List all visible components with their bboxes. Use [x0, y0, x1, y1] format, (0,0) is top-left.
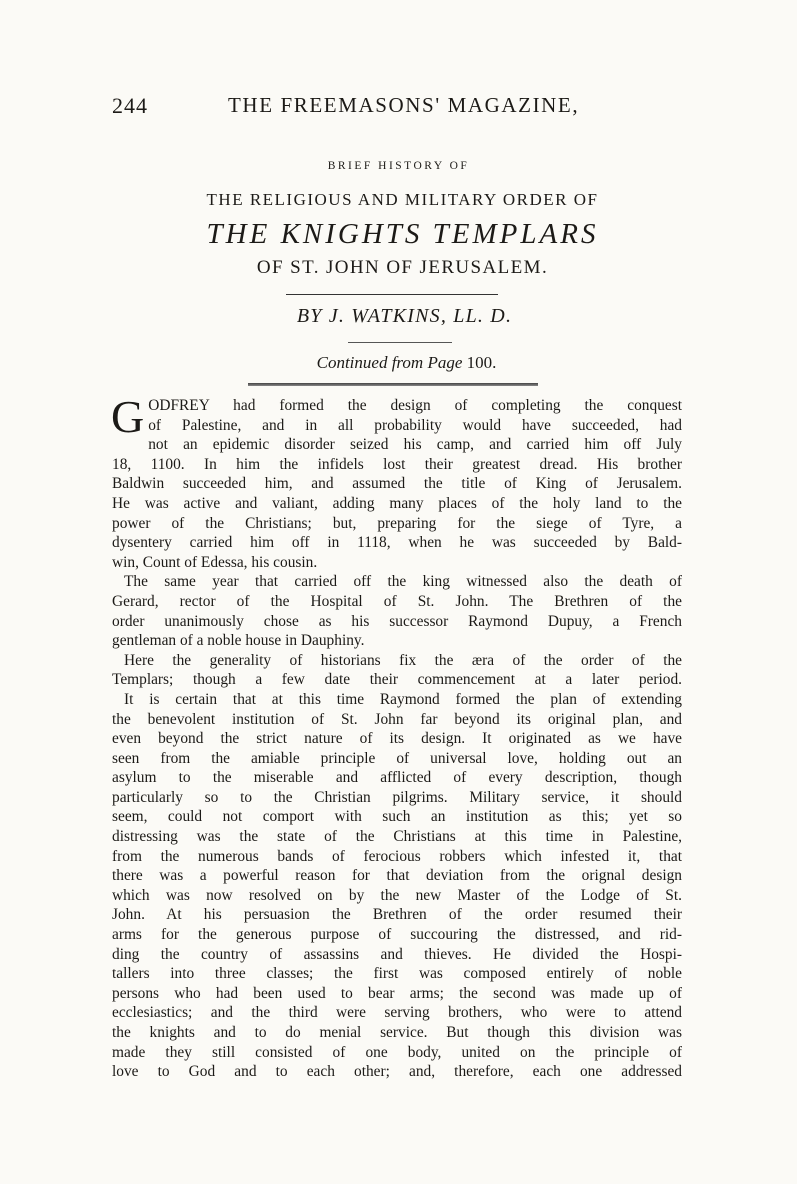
text-line: He was active and valiant, adding many places of the holy land to the: [112, 494, 682, 512]
section-rule: [248, 383, 538, 386]
page-number: 244: [112, 93, 148, 118]
text-line: power of the Christians; but, preparing for the siege of Tyre, a: [112, 514, 682, 532]
text-line: ecclesiastics; and the third were serving brothers, who were to attend: [112, 1004, 682, 1022]
text-line: Templars; though a few date their commencement at a later period.: [112, 671, 682, 689]
text-line: made they still consisted of one body, united on the principle of: [112, 1043, 682, 1061]
text-line: which was now resolved on by the new Master of the Lodge of St.: [112, 886, 682, 904]
text-line: Gerard, rector of the Hospital of St. John. The Brethren of the: [112, 592, 682, 610]
text-line: John. At his persuasion the Brethren of the order resumed their: [112, 906, 682, 924]
byline-rule: [348, 342, 452, 343]
text-line: gentleman of a noble house in Dauphiny.: [112, 632, 365, 650]
continued-page: 100.: [466, 353, 497, 372]
article-title: THE KNIGHTS TEMPLARS: [206, 218, 599, 250]
text-line: ding the country of assassins and thieves. He divided the Hospi-: [112, 945, 682, 963]
text-line: win, Count of Edessa, his cousin.: [112, 553, 318, 571]
article-kicker: BRIEF HISTORY OF: [327, 160, 470, 172]
text-line: seen from the amiable principle of universal love, holding out an: [112, 749, 682, 767]
text-line: even beyond the strict nature of its design. It originated as we have: [112, 730, 682, 748]
text-line: the knights and to do menial service. But though this division was: [112, 1024, 682, 1041]
text-line: there was a powerful reason for that deviation from the orignal design: [112, 867, 682, 885]
running-head: THE FREEMASONS' MAGAZINE,: [228, 93, 580, 117]
continued-note: [8, 353, 797, 373]
text-line: tallers into three classes; the first was composed entirely of noble: [112, 965, 682, 983]
title-rule: [286, 294, 498, 295]
text-line: 18, 1100. In him the infidels lost their greatest dread. His brother: [112, 455, 682, 473]
text-line: particularly so to the Christian pilgrims. Military service, it should: [112, 788, 682, 806]
title-line-3: OF ST. JOHN OF JERUSALEM.: [256, 257, 549, 278]
text-line: order unanimously chose as his successor Raymond Dupuy, a French: [112, 612, 682, 630]
text-line: the benevolent institution of St. John far beyond its original plan, and: [112, 710, 682, 728]
drop-cap: G: [111, 391, 145, 442]
text-line: The same year that carried off the king witnessed also the death of: [124, 573, 682, 591]
page-header: [0, 93, 797, 123]
byline: BY J. WATKINS, LL. D.: [296, 305, 513, 327]
text-line: ODFREY had formed the design of completing the conquest: [148, 397, 682, 414]
text-line: Baldwin succeeded him, and assumed the title of King of Jerusalem.: [112, 475, 682, 493]
text-line: seem, could not comport with such an institution as this; yet so: [112, 808, 682, 826]
text-line: not an epidemic disorder seized his camp, and carried him off July: [148, 436, 682, 454]
text-line: of Palestine, and in all probability would have succeeded, had: [148, 416, 682, 434]
text-line: persons who had been used to bear arms; the second was made up of: [112, 984, 682, 1002]
text-line: Here the generality of historians fix the æra of the order of the: [124, 651, 682, 669]
article-body: [111, 391, 682, 1082]
continued-prefix: Continued from Page: [316, 353, 463, 372]
text-line: It is certain that at this time Raymond formed the plan of extending: [124, 690, 682, 708]
text-line: distressing was the state of the Christians at this time in Palestine,: [112, 828, 682, 846]
text-line: arms for the generous purpose of succouring the distressed, and rid-: [112, 926, 682, 944]
text-line: from the numerous bands of ferocious robbers which infested it, that: [112, 847, 682, 865]
text-line: asylum to the miserable and afflicted of every description, though: [112, 769, 682, 787]
text-line: love to God and to each other; and, therefore, each one addressed: [112, 1063, 682, 1081]
title-line-1: THE RELIGIOUS AND MILITARY ORDER OF: [206, 190, 599, 209]
text-line: dysentery carried him off in 1118, when he was succeeded by Bald-: [112, 534, 682, 552]
